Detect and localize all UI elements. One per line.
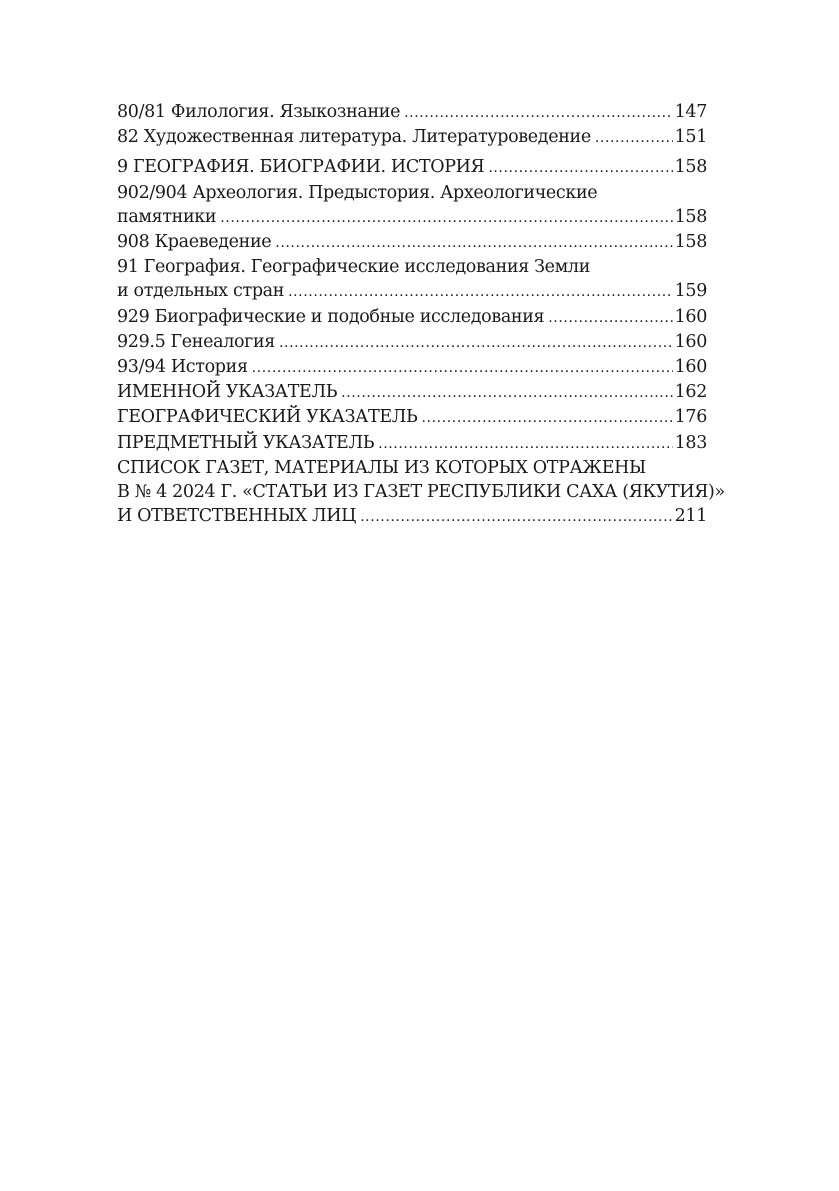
- toc-entry-title: 908 Краеведение: [117, 232, 272, 253]
- toc-entry-geographic-index[interactable]: [117, 405, 707, 430]
- toc-entry-geography-biography-history[interactable]: [117, 155, 707, 180]
- toc-entry-title: 82 Художественная литература. Литературоведение: [117, 127, 591, 148]
- toc-entry-title: 93/94 История: [117, 357, 248, 378]
- toc-page-number: 147: [674, 102, 707, 122]
- toc-entry-title: и отдельных стран: [117, 281, 285, 302]
- toc-entry-title-line: 91 География. Географические исследования Земли: [117, 257, 591, 278]
- toc-entry-title: 9 ГЕОГРАФИЯ. БИОГРАФИИ. ИСТОРИЯ: [117, 157, 485, 178]
- toc-entry-biographical-studies[interactable]: [117, 305, 707, 330]
- toc-page-number: 183: [674, 432, 707, 453]
- dot-leader: [378, 432, 672, 456]
- dot-leader: [341, 381, 673, 405]
- toc-entry-newspaper-list[interactable]: [117, 456, 725, 530]
- toc-entry-title: 80/81 Филология. Языкознание: [117, 102, 401, 122]
- dot-leader: [252, 356, 673, 380]
- toc-entry-archaeology[interactable]: [117, 181, 707, 230]
- toc-page-number: 158: [674, 206, 707, 227]
- toc-entry-geography[interactable]: [117, 255, 707, 304]
- toc-entry-local-history[interactable]: [117, 230, 707, 255]
- dot-leader: [488, 156, 672, 180]
- toc-page-number: 158: [674, 232, 707, 253]
- toc-page-number: 159: [674, 281, 707, 302]
- dot-leader: [404, 101, 673, 125]
- toc-entry-genealogy[interactable]: [117, 330, 707, 355]
- toc-entry-subject-index[interactable]: [117, 431, 707, 456]
- toc-entry-title: И ОТВЕТСТВЕННЫХ ЛИЦ: [117, 506, 357, 527]
- toc-entry-title-line: В № 4 2024 Г. «СТАТЬИ ИЗ ГАЗЕТ РЕСПУБЛИКИ САХА (ЯКУТИЯ)»: [117, 482, 725, 503]
- dot-leader: [288, 280, 673, 304]
- dot-leader: [220, 206, 672, 230]
- toc-entry-title-line: СПИСОК ГАЗЕТ, МАТЕРИАЛЫ ИЗ КОТОРЫХ ОТРАЖЕНЫ: [117, 457, 646, 478]
- dot-leader: [595, 126, 673, 150]
- toc-entry-title: памятники: [117, 206, 217, 227]
- toc-entry-history[interactable]: [117, 355, 707, 380]
- dot-leader: [360, 505, 673, 529]
- toc-page-number: 176: [674, 407, 707, 428]
- dot-leader: [548, 306, 672, 330]
- toc-entry-title: 929 Биографические и подобные исследования: [117, 306, 545, 327]
- toc-entry-title: ГЕОГРАФИЧЕСКИЙ УКАЗАТЕЛЬ: [117, 407, 418, 428]
- table-of-contents: [117, 100, 725, 529]
- toc-entry-title-line: 902/904 Археология. Предыстория. Археологические: [117, 182, 598, 203]
- toc-entry-philology[interactable]: [117, 100, 707, 125]
- toc-entry-title: 929.5 Генеалогия: [117, 331, 275, 352]
- toc-entry-fiction[interactable]: [117, 125, 707, 150]
- toc-entry-name-index[interactable]: [117, 380, 707, 405]
- toc-page-number: 162: [674, 382, 707, 403]
- dot-leader: [275, 231, 672, 255]
- toc-entry-title: ПРЕДМЕТНЫЙ УКАЗАТЕЛЬ: [117, 432, 375, 453]
- toc-entry-title: ИМЕННОЙ УКАЗАТЕЛЬ: [117, 382, 338, 403]
- toc-page-number: 160: [674, 357, 707, 378]
- dot-leader: [421, 406, 672, 430]
- toc-page-number: 160: [674, 331, 707, 352]
- toc-page-number: 158: [674, 157, 707, 178]
- toc-page-number: 151: [674, 127, 707, 148]
- dot-leader: [279, 331, 673, 355]
- toc-page-number: 160: [674, 306, 707, 327]
- toc-page-number: 211: [674, 506, 707, 527]
